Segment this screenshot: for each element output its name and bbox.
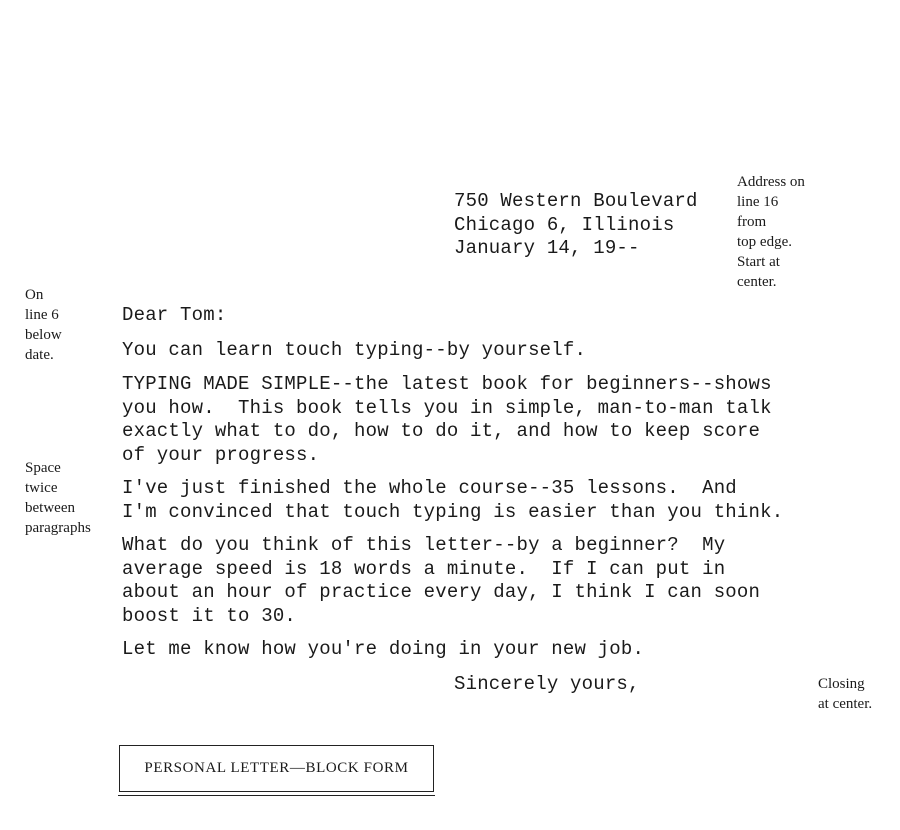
body-paragraph-3 [122,477,783,524]
body-paragraph-5 [122,638,644,662]
paragraph-line: you how. This book tells you in simple, man-to-man talk [122,396,772,419]
city-state: Chicago 6, Illinois [454,213,675,236]
paragraph-line: average speed is 18 words a minute. If I can put in [122,557,726,580]
body-paragraph-2 [122,373,772,467]
closing-placement-note: Closing at center. [818,676,873,712]
figure-caption: PERSONAL LETTER—BLOCK FORM [144,760,409,776]
paragraph-line: exactly what to do, how to do it, and how to keep score [122,420,761,442]
street-address: 750 Western Boulevard [454,190,698,212]
paragraph-line: of your progress. [122,443,320,466]
address-placement-note: Address on line 16 from top edge. Start at center. [737,174,805,290]
paragraph-line: Let me know how you're doing in your new job. [122,638,645,660]
paragraph-line: TYPING MADE SIMPLE--the latest book for beginners--shows [122,373,772,395]
figure-caption-box [119,745,434,792]
paragraph-line: boost it to 30. [122,604,297,627]
paragraph-line: What do you think of this letter--by a beginner? My [122,534,726,556]
paragraph-line: You can learn touch typing--by yourself. [122,339,587,361]
body-paragraph-1 [122,339,586,363]
paragraph-spacing-note: Space twice between paragraphs [25,460,91,536]
return-address-block [454,190,698,261]
paragraph-line: I'm convinced that touch typing is easier than you think. [122,500,784,523]
body-paragraph-4 [122,534,760,628]
paragraph-line: I've just finished the whole course--35 lessons. And [122,477,737,499]
salutation-placement-note: On line 6 below date. [25,287,62,363]
complimentary-closing: Sincerely yours, [454,673,640,695]
paragraph-line: about an hour of practice every day, I think I can soon [122,581,761,603]
letter-date: January 14, 19-- [454,237,640,259]
salutation: Dear Tom: [122,304,227,326]
